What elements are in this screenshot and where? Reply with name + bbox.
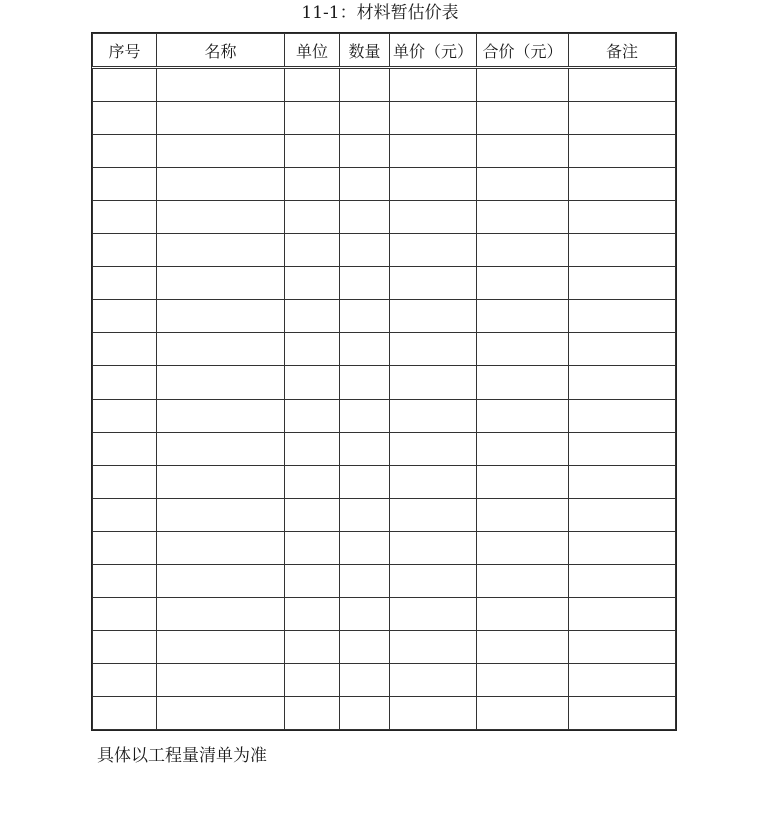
table-cell (477, 630, 569, 663)
table-cell (569, 432, 676, 465)
table-cell (569, 300, 676, 333)
table-cell (569, 102, 676, 135)
table-cell (477, 201, 569, 234)
table-cell (340, 234, 390, 267)
table-cell (477, 531, 569, 564)
table-cell (157, 135, 285, 168)
header-serial-number: 序号 (93, 34, 157, 68)
table-cell (477, 102, 569, 135)
table-cell (340, 267, 390, 300)
table-cell (157, 498, 285, 531)
table-cell (477, 135, 569, 168)
table-row (93, 234, 676, 267)
table-cell (93, 333, 157, 366)
table-row (93, 68, 676, 102)
table-cell (340, 465, 390, 498)
table-cell (93, 68, 157, 102)
table-cell (157, 564, 285, 597)
table-cell (569, 68, 676, 102)
table-cell (93, 135, 157, 168)
table-cell (340, 498, 390, 531)
table-cell (93, 300, 157, 333)
table-cell (390, 465, 477, 498)
table-cell (93, 663, 157, 696)
table-cell (477, 168, 569, 201)
table-row (93, 432, 676, 465)
table-cell (93, 267, 157, 300)
table-cell (285, 300, 340, 333)
table-cell (477, 366, 569, 399)
table-cell (285, 399, 340, 432)
table-cell (285, 168, 340, 201)
table-cell (340, 432, 390, 465)
table-body (93, 68, 676, 730)
material-estimate-table-container (91, 32, 677, 731)
table-cell (93, 432, 157, 465)
table-cell (285, 234, 340, 267)
table-cell (157, 663, 285, 696)
table-cell (93, 234, 157, 267)
table-cell (157, 68, 285, 102)
table-cell (340, 696, 390, 729)
table-cell (477, 68, 569, 102)
table-cell (157, 267, 285, 300)
table-cell (569, 333, 676, 366)
table-cell (93, 168, 157, 201)
table-cell (569, 267, 676, 300)
table-cell (569, 597, 676, 630)
table-cell (340, 102, 390, 135)
table-row (93, 135, 676, 168)
table-cell (285, 267, 340, 300)
table-cell (390, 564, 477, 597)
table-cell (285, 333, 340, 366)
table-cell (93, 201, 157, 234)
table-cell (477, 432, 569, 465)
table-cell (93, 564, 157, 597)
table-row (93, 498, 676, 531)
table-cell (285, 135, 340, 168)
table-cell (157, 399, 285, 432)
header-row (93, 34, 676, 68)
table-cell (477, 564, 569, 597)
table-cell (390, 102, 477, 135)
table-cell (285, 663, 340, 696)
table-cell (477, 399, 569, 432)
table-cell (569, 465, 676, 498)
table-cell (93, 630, 157, 663)
table-cell (157, 234, 285, 267)
table-cell (157, 630, 285, 663)
table-cell (477, 300, 569, 333)
table-cell (390, 333, 477, 366)
table-cell (285, 465, 340, 498)
table-cell (285, 366, 340, 399)
table-cell (390, 663, 477, 696)
table-cell (340, 399, 390, 432)
table-header (93, 34, 676, 68)
table-row (93, 663, 676, 696)
table-row (93, 168, 676, 201)
table-cell (477, 498, 569, 531)
header-unit-price: 单价（元） (390, 34, 477, 68)
table-row (93, 531, 676, 564)
table-cell (390, 630, 477, 663)
table-row (93, 102, 676, 135)
table-cell (157, 168, 285, 201)
material-estimate-table (92, 33, 676, 730)
table-cell (477, 597, 569, 630)
table-cell (390, 366, 477, 399)
table-cell (569, 366, 676, 399)
table-cell (285, 564, 340, 597)
table-cell (390, 68, 477, 102)
table-cell (157, 696, 285, 729)
header-quantity: 数量 (340, 34, 390, 68)
header-remarks: 备注 (569, 34, 676, 68)
table-cell (340, 333, 390, 366)
table-cell (157, 201, 285, 234)
table-cell (157, 531, 285, 564)
table-cell (93, 597, 157, 630)
table-cell (390, 498, 477, 531)
table-cell (569, 201, 676, 234)
table-cell (390, 135, 477, 168)
table-cell (340, 564, 390, 597)
table-cell (569, 168, 676, 201)
table-cell (477, 465, 569, 498)
table-cell (569, 399, 676, 432)
table-cell (340, 168, 390, 201)
table-row (93, 366, 676, 399)
table-cell (477, 663, 569, 696)
table-row (93, 564, 676, 597)
table-cell (569, 696, 676, 729)
table-cell (390, 531, 477, 564)
table-cell (390, 696, 477, 729)
table-cell (390, 300, 477, 333)
table-cell (569, 663, 676, 696)
table-cell (157, 333, 285, 366)
table-cell (285, 201, 340, 234)
table-cell (157, 597, 285, 630)
table-cell (390, 432, 477, 465)
table-cell (340, 630, 390, 663)
table-cell (390, 201, 477, 234)
header-name: 名称 (157, 34, 285, 68)
table-cell (157, 366, 285, 399)
table-cell (340, 663, 390, 696)
table-cell (477, 333, 569, 366)
table-row (93, 630, 676, 663)
table-cell (390, 267, 477, 300)
table-cell (340, 300, 390, 333)
table-row (93, 267, 676, 300)
table-cell (93, 696, 157, 729)
table-cell (157, 102, 285, 135)
table-title: 11-1：材料暂估价表 (301, 3, 459, 23)
table-cell (93, 498, 157, 531)
table-row (93, 597, 676, 630)
table-cell (569, 135, 676, 168)
table-cell (477, 267, 569, 300)
table-cell (569, 234, 676, 267)
table-cell (285, 102, 340, 135)
table-cell (340, 201, 390, 234)
table-cell (340, 366, 390, 399)
table-cell (569, 531, 676, 564)
table-cell (285, 696, 340, 729)
table-cell (93, 465, 157, 498)
table-row (93, 399, 676, 432)
table-cell (340, 135, 390, 168)
table-row (93, 696, 676, 729)
table-cell (285, 432, 340, 465)
table-cell (157, 300, 285, 333)
table-cell (390, 168, 477, 201)
table-cell (285, 630, 340, 663)
table-cell (93, 366, 157, 399)
footnote: 具体以工程量清单为准 (97, 746, 267, 766)
table-cell (569, 564, 676, 597)
table-cell (340, 531, 390, 564)
table-cell (569, 630, 676, 663)
table-cell (285, 597, 340, 630)
table-cell (93, 531, 157, 564)
table-cell (390, 234, 477, 267)
header-total-price: 合价（元） (477, 34, 569, 68)
header-unit: 单位 (285, 34, 340, 68)
table-row (93, 201, 676, 234)
table-cell (390, 597, 477, 630)
table-row (93, 300, 676, 333)
table-cell (285, 531, 340, 564)
table-cell (93, 102, 157, 135)
table-cell (569, 498, 676, 531)
table-cell (157, 465, 285, 498)
table-cell (93, 399, 157, 432)
table-cell (340, 597, 390, 630)
table-cell (477, 234, 569, 267)
table-cell (157, 432, 285, 465)
table-row (93, 333, 676, 366)
table-cell (477, 696, 569, 729)
table-cell (285, 498, 340, 531)
table-cell (285, 68, 340, 102)
table-row (93, 465, 676, 498)
table-cell (340, 68, 390, 102)
table-cell (390, 399, 477, 432)
